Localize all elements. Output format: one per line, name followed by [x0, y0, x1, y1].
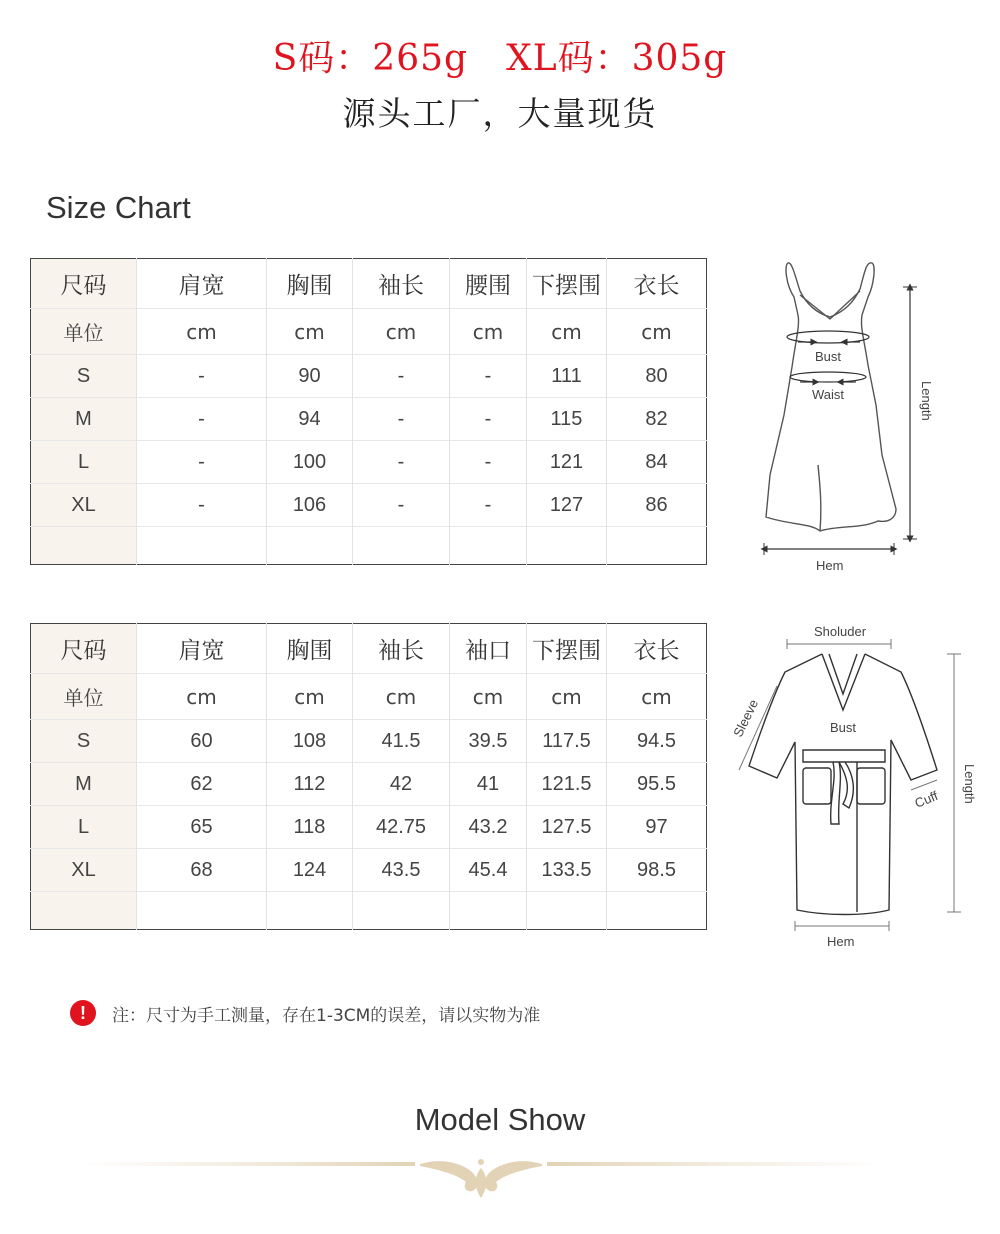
unit-cell: cm: [527, 309, 607, 355]
table-cell: 65: [137, 806, 267, 849]
table-cell: 94: [267, 398, 353, 441]
table-cell: L: [31, 441, 137, 484]
table-cell: 106: [267, 484, 353, 527]
header-cell: 腰围: [450, 259, 527, 309]
table-cell: -: [137, 355, 267, 398]
slogan: 源头工厂，大量现货: [342, 94, 658, 133]
header-cell: 袖长: [353, 624, 450, 674]
unit-cell: cm: [137, 309, 267, 355]
table-cell: XL: [31, 484, 137, 527]
table-cell: -: [353, 398, 450, 441]
table-cell: -: [353, 484, 450, 527]
table-cell: 121.5: [527, 763, 607, 806]
unit-cell: 单位: [31, 309, 137, 355]
table-cell: 127: [527, 484, 607, 527]
unit-cell: cm: [267, 309, 353, 355]
table-cell: -: [450, 484, 527, 527]
table-header-row: [31, 259, 707, 309]
unit-cell: cm: [267, 674, 353, 720]
table-cell: -: [353, 355, 450, 398]
table-cell: -: [450, 355, 527, 398]
table-row: [31, 763, 707, 806]
header-cell: 尺码: [31, 259, 137, 309]
unit-cell: cm: [450, 674, 527, 720]
table-cell: -: [353, 441, 450, 484]
table-cell: -: [137, 441, 267, 484]
table-cell: -: [137, 398, 267, 441]
ornament-divider: [80, 1150, 890, 1209]
warning-icon: !: [70, 1000, 96, 1026]
table-cell: 100: [267, 441, 353, 484]
table-cell: 41: [450, 763, 527, 806]
table-cell: 115: [527, 398, 607, 441]
table-cell: 42: [353, 763, 450, 806]
header-cell: 肩宽: [137, 624, 267, 674]
table-header-row: [31, 624, 707, 674]
length-label: Length: [962, 764, 977, 804]
table-cell: S: [31, 720, 137, 763]
header-cell: 下摆围: [527, 624, 607, 674]
header-cell: 袖长: [353, 259, 450, 309]
table-cell: -: [137, 484, 267, 527]
table-cell: 90: [267, 355, 353, 398]
table-cell: 43.5: [353, 849, 450, 892]
table-cell: XL: [31, 849, 137, 892]
unit-cell: cm: [527, 674, 607, 720]
table-cell: 97: [607, 806, 707, 849]
sleeve-label: Sleeve: [730, 697, 762, 740]
table-cell: 42.75: [353, 806, 450, 849]
table-cell: 43.2: [450, 806, 527, 849]
header-cell: 尺码: [31, 624, 137, 674]
unit-cell: cm: [137, 674, 267, 720]
table-cell: 133.5: [527, 849, 607, 892]
unit-cell: cm: [607, 674, 707, 720]
unit-cell: cm: [607, 309, 707, 355]
unit-cell: cm: [353, 674, 450, 720]
table-row: [31, 441, 707, 484]
table-cell: 121: [527, 441, 607, 484]
table-cell: 124: [267, 849, 353, 892]
header-cell: 衣长: [607, 624, 707, 674]
blank-row: [31, 892, 707, 930]
table-cell: 82: [607, 398, 707, 441]
note-text: 注：尺寸为手工测量，存在1-3CM的误差，请以实物为准: [112, 1005, 541, 1026]
table-cell: 117.5: [527, 720, 607, 763]
weight-xl: XL码：305g: [506, 38, 728, 79]
unit-row: [31, 674, 707, 720]
table-cell: M: [31, 398, 137, 441]
waist-measure: [790, 372, 866, 382]
table-cell: 127.5: [527, 806, 607, 849]
table-cell: 80: [607, 355, 707, 398]
table-cell: -: [450, 441, 527, 484]
table-cell: 62: [137, 763, 267, 806]
header-cell: 衣长: [607, 259, 707, 309]
robe-icon: [749, 654, 937, 915]
measurement-note: [70, 1000, 540, 1026]
hem-label: Hem: [827, 934, 855, 949]
dress-diagram: [750, 255, 950, 584]
blank-row: [31, 527, 707, 565]
table-cell: S: [31, 355, 137, 398]
shoulder-label: Sholuder: [814, 624, 867, 639]
table-cell: 39.5: [450, 720, 527, 763]
size-table-robe: [30, 623, 707, 930]
hem-label: Hem: [816, 558, 844, 573]
table-cell: 86: [607, 484, 707, 527]
header-cell: 袖口: [450, 624, 527, 674]
table-cell: 84: [607, 441, 707, 484]
header-cell: 肩宽: [137, 259, 267, 309]
waist-label: Waist: [812, 387, 845, 402]
unit-cell: cm: [353, 309, 450, 355]
table-cell: 94.5: [607, 720, 707, 763]
table-row: [31, 720, 707, 763]
table-cell: 68: [137, 849, 267, 892]
header-cell: 胸围: [267, 259, 353, 309]
robe-diagram: [725, 620, 990, 959]
scroll-ornament-icon: [420, 1159, 542, 1198]
table-row: [31, 398, 707, 441]
table-cell: 108: [267, 720, 353, 763]
table-cell: 112: [267, 763, 353, 806]
unit-cell: 单位: [31, 674, 137, 720]
table-cell: -: [450, 398, 527, 441]
table-cell: 118: [267, 806, 353, 849]
table-row: [31, 484, 707, 527]
weight-info: [0, 30, 1000, 81]
bust-label: Bust: [815, 349, 842, 364]
table-cell: 98.5: [607, 849, 707, 892]
weight-s: S码：265g: [272, 38, 469, 79]
table-cell: 41.5: [353, 720, 450, 763]
table-cell: M: [31, 763, 137, 806]
bust-label: Bust: [830, 720, 857, 735]
cuff-label: Cuff: [912, 788, 941, 811]
table-cell: 45.4: [450, 849, 527, 892]
length-label: Length: [919, 381, 934, 421]
table-row: [31, 849, 707, 892]
table-cell: L: [31, 806, 137, 849]
model-show-title: Model Show: [414, 1102, 586, 1137]
table-cell: 111: [527, 355, 607, 398]
table-cell: 95.5: [607, 763, 707, 806]
bust-measure: [787, 331, 869, 343]
header-cell: 胸围: [267, 624, 353, 674]
size-chart-title: Size Chart: [46, 190, 191, 225]
table-row: [31, 806, 707, 849]
unit-cell: cm: [450, 309, 527, 355]
header-cell: 下摆围: [527, 259, 607, 309]
unit-row: [31, 309, 707, 355]
table-cell: 60: [137, 720, 267, 763]
size-table-dress: [30, 258, 707, 565]
table-row: [31, 355, 707, 398]
